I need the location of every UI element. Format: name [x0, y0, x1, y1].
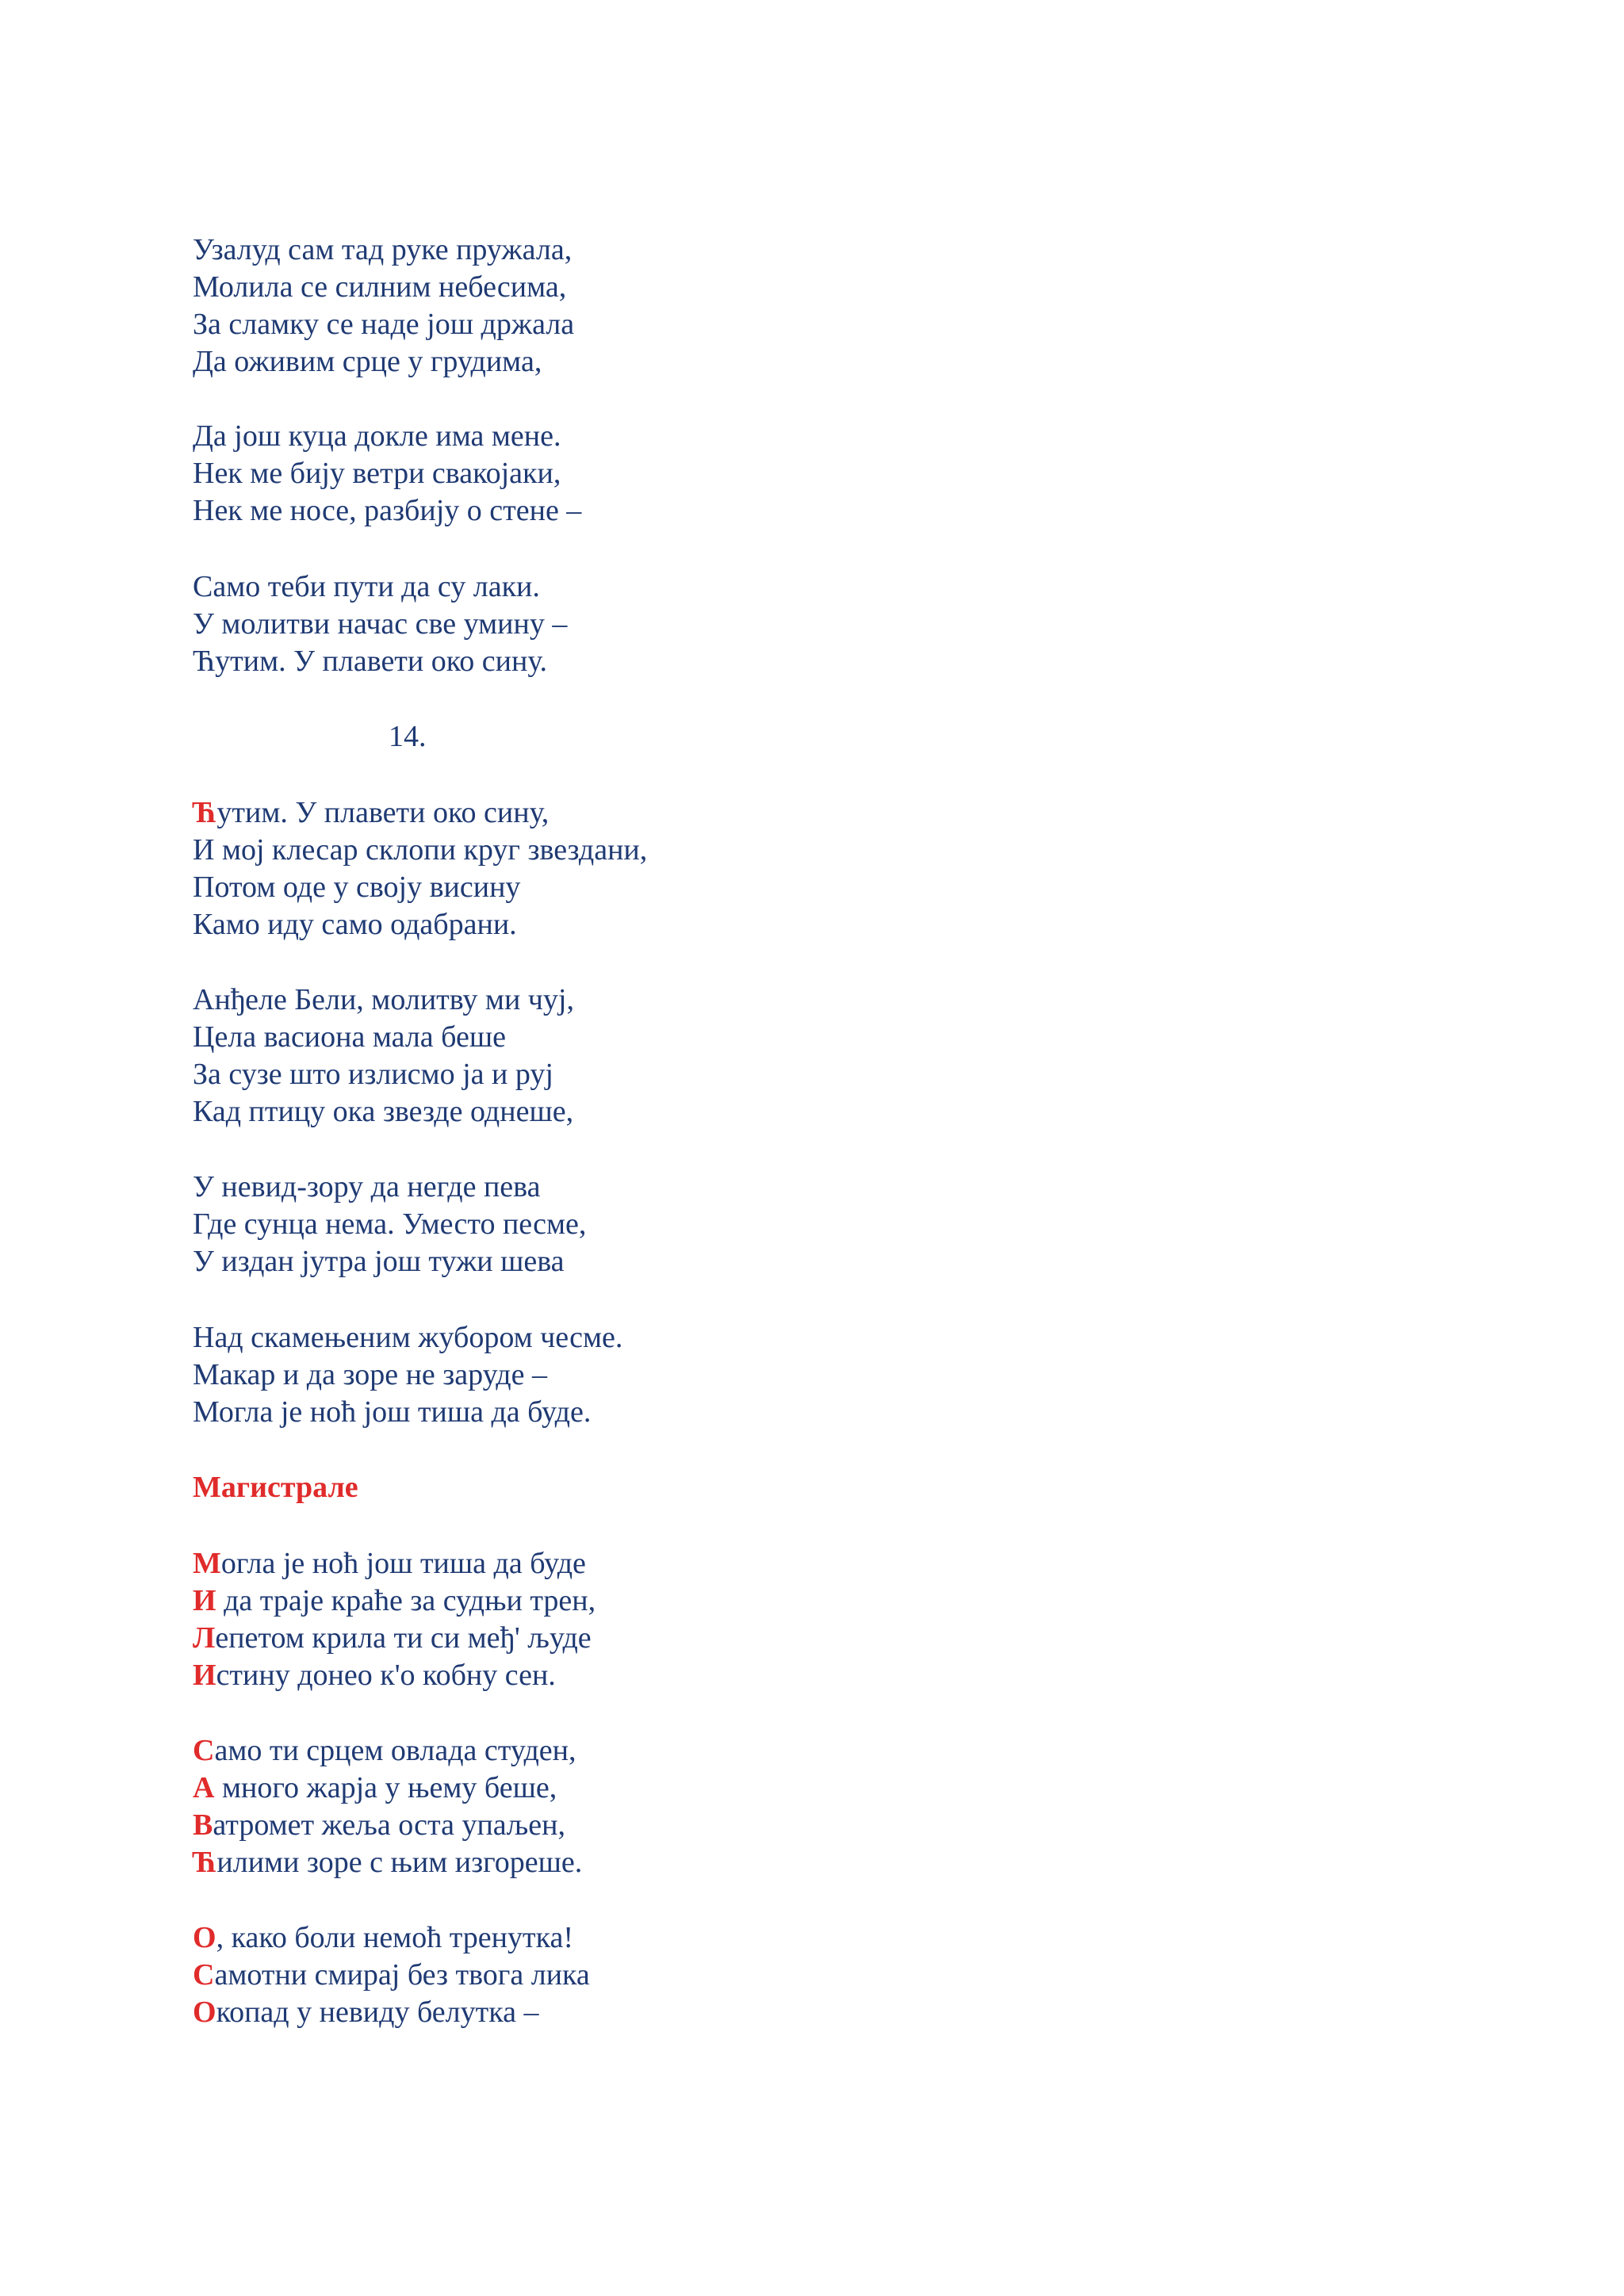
line-text: утим. У плавети око сину, [216, 796, 550, 829]
poem-line: За сузе што излисмо ја и руј [193, 1058, 553, 1091]
poem-line [193, 1919, 573, 1956]
line-text: илими зоре с њим изгореше. [216, 1846, 583, 1879]
poem-line [193, 794, 549, 831]
poem-line [193, 1620, 592, 1656]
poem-line [193, 1844, 582, 1881]
line-text: огла је ноћ још тиша да буде [220, 1547, 586, 1580]
line-text: копад у невиду белутка – [216, 1996, 539, 2029]
poem-line [193, 1994, 538, 2030]
section-number: 14. [389, 720, 427, 753]
acrostic-letter: С [193, 1734, 215, 1767]
poem-line: Анђеле Бели, молитву ми чуј, [193, 983, 574, 1016]
line-text: много жарја у њему беше, [214, 1771, 557, 1804]
acrostic-letter: В [193, 1808, 213, 1842]
poem-line [193, 1545, 586, 1582]
poem-line: Само теби пути да су лаки. [193, 570, 540, 603]
poem-line: За сламку се наде још држала [193, 308, 575, 341]
poem-line: Ћутим. У плавети око сину. [193, 645, 548, 678]
poem-line: Где сунца нема. Уместо песме, [193, 1207, 587, 1241]
poem-line [193, 1582, 596, 1619]
poem-line: Нек ме носе, разбију о стене – [193, 494, 582, 527]
poem-line [193, 1807, 565, 1843]
acrostic-letter: С [193, 1958, 215, 1992]
line-text: атромет жеља оста упаљен, [213, 1808, 566, 1842]
poem-line: Камо иду само одабрани. [193, 908, 517, 941]
poem-line [193, 1770, 557, 1806]
poem-line: Да оживим срце у грудима, [193, 345, 542, 378]
poem-line: Цела васиона мала беше [193, 1020, 506, 1054]
poem-line: Макар и да зоре не заруде – [193, 1358, 547, 1391]
acrostic-letter: А [193, 1771, 215, 1804]
poem-line: Над скамењеним жубором чесме. [193, 1321, 623, 1354]
poem-line: И мој клесар склопи круг звездани, [193, 833, 648, 867]
poem-line [193, 1657, 556, 1693]
acrostic-letter: Ћ [193, 796, 217, 829]
poem-line: У молитви начас све умину – [193, 607, 568, 641]
line-text: , како боли немоћ тренутка! [216, 1921, 574, 1954]
acrostic-letter: И [193, 1584, 216, 1617]
poem-line: Узалуд сам тад руке пружала, [193, 233, 573, 266]
poem-line: Молила се силним небесима, [193, 270, 567, 304]
poem-line: Да још куца докле има мене. [193, 419, 561, 453]
poem-line [193, 1732, 576, 1769]
acrostic-letter: О [193, 1996, 216, 2029]
line-text: стину донео к'о кобну сен. [216, 1659, 556, 1692]
line-text: амо ти срцем овлада студен, [214, 1734, 576, 1767]
poem-line: Потом оде у своју висину [193, 871, 521, 904]
acrostic-letter: О [193, 1921, 216, 1954]
line-text: епетом крила ти си међ' људе [215, 1621, 592, 1655]
poem-line: У невид-зору да негде пева [193, 1170, 541, 1203]
line-text: да траје краће за судњи трен, [216, 1584, 596, 1617]
acrostic-letter: Л [193, 1621, 216, 1655]
acrostic-letter: Ћ [193, 1846, 217, 1879]
acrostic-letter: М [193, 1547, 221, 1580]
poem-line: Нек ме бију ветри свакојаки, [193, 457, 561, 490]
line-text: амотни смирај без твога лика [214, 1958, 590, 1992]
poem-line: Могла је ноћ још тиша да буде. [193, 1395, 592, 1429]
acrostic-letter: И [193, 1659, 216, 1692]
poem-line [193, 1957, 590, 1993]
poem-line: Кад птицу ока звезде однеше, [193, 1095, 574, 1128]
poem-heading: Магистрале [193, 1471, 358, 1504]
poem-line: У издан јутра још тужи шева [193, 1245, 565, 1278]
